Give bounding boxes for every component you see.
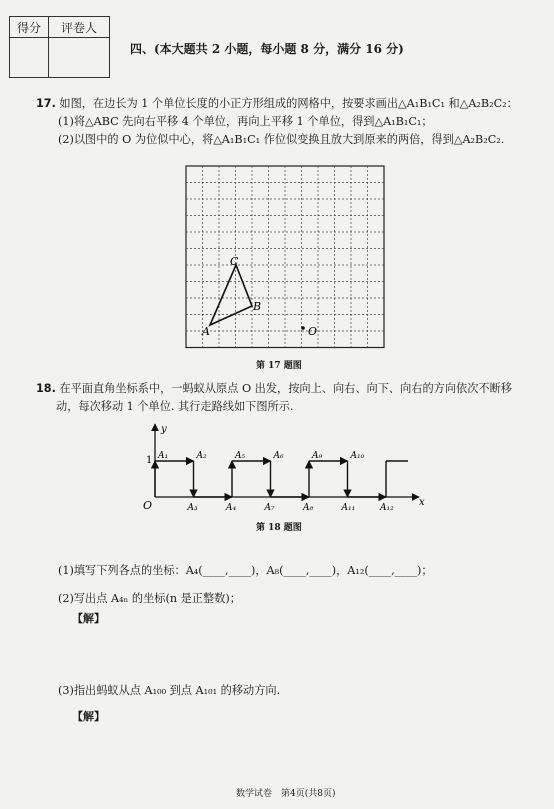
triangle-abc	[210, 265, 252, 325]
q17-grid-figure	[180, 160, 395, 355]
q18-caption: 第 18 题图	[256, 523, 302, 533]
y-one-label: 1	[146, 455, 153, 466]
q17-stem-line	[36, 95, 518, 113]
q18-answer-label-2: 【解】	[72, 710, 105, 723]
q17-caption: 第 17 题图	[256, 361, 302, 371]
label-a: A	[202, 325, 210, 338]
point-o	[301, 326, 305, 330]
point-label-top: A₅	[235, 451, 246, 461]
score-table	[9, 16, 110, 78]
q18-part3: (3)指出蚂蚁从点 A₁₀₀ 到点 A₁₀₁ 的移动方向.	[58, 684, 281, 697]
q18-path-figure	[135, 418, 435, 518]
ant-labels	[157, 451, 394, 513]
point-label-top: A₁	[158, 451, 169, 461]
point-label-top: A₉	[312, 451, 323, 461]
point-label-bottom: A₁₂	[380, 503, 394, 513]
q18-stem-1: 在平面直角坐标系中，一蚂蚁从原点 O 出发，按向上、向右、向下、向右的方向依次不断移	[59, 382, 512, 395]
point-label-bottom: A₄	[226, 503, 237, 513]
q18-part2: (2)写出点 A₄ₙ 的坐标(n 是正整数)；	[58, 592, 241, 605]
page-footer: 数学试卷 第4页(共8页)	[236, 789, 336, 799]
label-o: O	[308, 325, 318, 338]
q18-answer-label-1: 【解】	[72, 612, 105, 625]
grader-cell	[49, 38, 110, 78]
y-axis-label: y	[161, 424, 167, 435]
point-label-top: A₆	[273, 451, 284, 461]
q17-part1: (1)将△ABC 先向右平移 4 个单位，再向上平移 1 个单位，得到△A₁B₁C₁；	[58, 115, 433, 128]
x-axis-label: x	[419, 497, 425, 508]
score-label: 得分	[10, 17, 49, 38]
ant-path	[155, 461, 408, 497]
point-label-bottom: A₃	[187, 503, 198, 513]
point-label-bottom: A₈	[303, 503, 314, 513]
grader-label: 评卷人	[49, 17, 110, 38]
point-label-top: A₂	[196, 451, 207, 461]
q18-stem-2: 动，每次移动 1 个单位. 其行走路线如下图所示.	[56, 400, 294, 413]
score-cell	[10, 38, 49, 78]
origin-label: O	[143, 499, 153, 512]
section-title: 四、(本大题共 2 小题，每小题 8 分，满分 16 分)	[130, 42, 404, 56]
q17-part2: (2)以图中的 O 为位似中心，将△A₁B₁C₁ 作位似变换且放大到原来的两倍，得到△A₂B₂C₂.	[58, 133, 505, 146]
q17-grid	[186, 166, 384, 348]
q18-part1: (1)填写下列各点的坐标：A₄(____,____)，A₈(____,____)，A₁₂(____,____)；	[58, 564, 433, 577]
q17-number: 17.	[36, 97, 56, 110]
point-label-bottom: A₇	[264, 503, 275, 513]
q17-stem: 如图，在边长为 1 个单位长度的小正方形组成的网格中，按要求画出△A₁B₁C₁ 和△A₂B₂C₂：	[59, 97, 518, 110]
label-c: C	[230, 255, 239, 268]
point-label-bottom: A₁₁	[341, 503, 356, 513]
label-b: B	[253, 300, 262, 313]
q18-stem-line	[36, 380, 512, 398]
grid-border	[186, 166, 384, 348]
point-label-top: A₁₀	[350, 451, 365, 461]
q18-number: 18.	[36, 382, 56, 395]
